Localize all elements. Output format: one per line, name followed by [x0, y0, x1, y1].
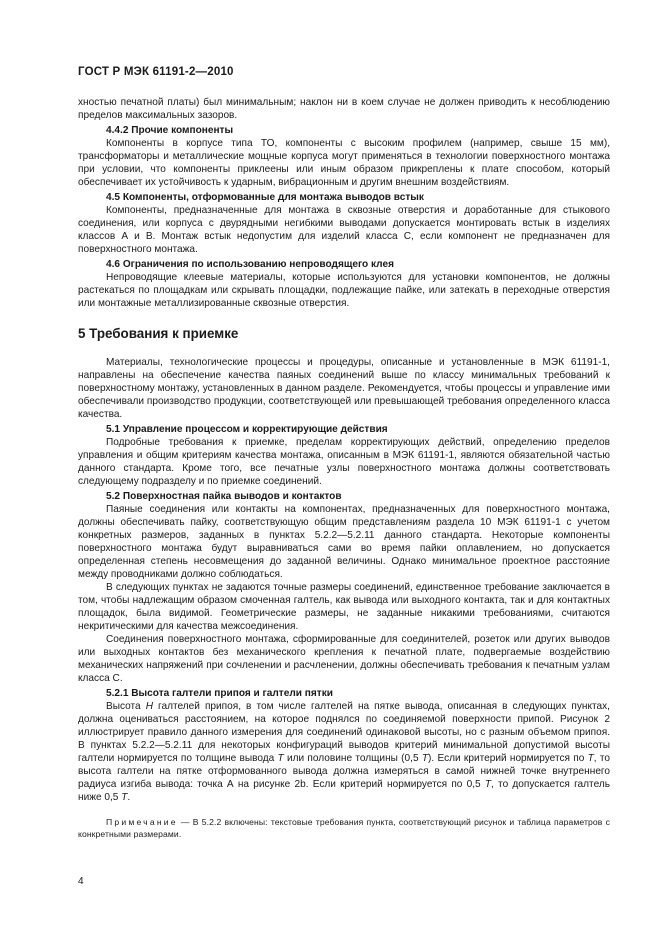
paragraph-5-2-1: Высота H галтелей припоя, в том числе галтелей на пятке вывода, описанная в следующих пунктах, должна оцениваться расстоянием, на которое поднялся по соединяемой поверхности припой. Рисунок 2 иллюстрирует правило данного измерения для соединений одинаковой высоты, но с разным объемом припоя. В пунктах 5.2.2—5.2.11 для некоторых конфигураций выводов критерий минимальной допустимой высоты галтели нормируется по толщине вывода T или половине толщины (0,5 T). Если критерий нормируется по T, то высота галтели на пятке отформованного вывода должна измеряться в самой нижней точке внутреннего радиуса изгиба вывода: точка А на рисунке 2b. Если критерий нормируется по 0,5 T, то допускается галтель ниже 0,5 T. [78, 701, 610, 803]
note-label: Примечание [106, 817, 178, 827]
note-text: — В 5.2.2 включены: текстовые требования пункта, соответствующий рисунок и таблица параметров с конкретными размерами. [78, 817, 610, 839]
heading-4-5: 4.5 Компоненты, отформованные для монтажа выводов встык [106, 192, 424, 203]
heading-4-4-2: 4.4.2 Прочие компоненты [106, 125, 234, 136]
heading-5-2: 5.2 Поверхностная пайка выводов и контактов [106, 491, 342, 502]
paragraph-5-1: Подробные требования к приемке, пределам корректирующих действий, определению пределов управления и общим критериям качества монтажа, описанным в МЭК 61191-1, являются обязательной частью данного стандарта. Кроме того, все печатные узлы поверхностного монтажа должны соответствовать следующему подразделу и по приемке соединений. [78, 437, 610, 487]
paragraph-4-5: Компоненты, предназначенные для монтажа в сквозные отверстия и доработанные для стыкового соединения, или корпуса с двурядными негибкими выводами допускается монтировать встык в изделиях классов А и В. Монтаж встык недопустим для изделий класса С, если компонент не предназначен для поверхностного монтажа. [78, 205, 610, 255]
paragraph-5-2-b: В следующих пунктах не задаются точные размеры соединений, единственное требование заключается в том, чтобы надлежащим образом смоченная галтель, как вывода или выходного контакта, так и для контактных площадок, была видимой. Геометрические размеры, не заданные никакими требованиями, считаются некритическими для качества межсоединения. [78, 582, 610, 632]
paragraph-5-2-c: Соединения поверхностного монтажа, сформированные для соединителей, розеток или других выводов или выходных контактов без механического крепления к печатной плате, подвергаемые воздействию механических напряжений при сочленении и расчленении, должны обеспечивать требования к печатным узлам класса С. [78, 634, 610, 684]
heading-5-2-1: 5.2.1 Высота галтели припоя и галтели пятки [106, 688, 333, 699]
paragraph-4-4-2: Компоненты в корпусе типа ТО, компоненты с высоким профилем (например, свыше 15 мм), трансформаторы и металлические мощные корпуса могут применяться в технологии поверхностного монтажа при условии, что компоненты приклеены или иным образом прикреплены к плате способом, который обеспечивает их устойчивость к ударным, вибрационным и другим внешним воздействиям. [78, 138, 610, 188]
heading-5-1: 5.1 Управление процессом и корректирующие действия [106, 424, 388, 435]
paragraph-4-6: Непроводящие клеевые материалы, которые используются для установки компонентов, не должны растекаться по площадкам или скрывать площадки, подлежащие пайке, или затекать в переходные отверстия или монтажные металлизированные сквозные отверстия. [78, 272, 610, 309]
paragraph-5: Материалы, технологические процессы и процедуры, описанные и установленные в МЭК 61191-1, направлены на обеспечение качества паяных соединений выше по классу минимальных требований к поверхностному монтажу, установленных в данном разделе. Рекомендуется, чтобы процессы и управление ими обеспечивали производство продукции, соответствующей или превышающей требования определенного класса качества. [78, 357, 610, 420]
page-header: ГОСТ Р МЭК 61191-2—2010 [78, 66, 234, 78]
page-body [78, 96, 610, 840]
heading-section-5: 5 Требования к приемке [78, 326, 239, 341]
paragraph-continuation: хностью печатной платы) был минимальным; наклон ни в коем случае не должен приводить к несоблюдению пределов максимальных зазоров. [78, 97, 610, 121]
page-number: 4 [78, 876, 84, 887]
paragraph-5-2-a: Паяные соединения или контакты на компонентах, предназначенных для поверхностного монтажа, должны обеспечивать пайку, соответствующую общим представлениям раздела 10 МЭК 61191-1 с учетом конкретных размеров, заданных в пунктах 5.2.2—5.2.11 данного стандарта. Некоторые компоненты поверхностного монтажа будут выравниваться сами во время пайки оплавлением, но допускается определенная степень несовмещения до заданной величины. Однако минимальное проектное расстояние между проводниками должно соблюдаться. [78, 504, 610, 580]
note [78, 816, 610, 840]
heading-4-6: 4.6 Ограничения по использованию непроводящего клея [106, 259, 394, 270]
